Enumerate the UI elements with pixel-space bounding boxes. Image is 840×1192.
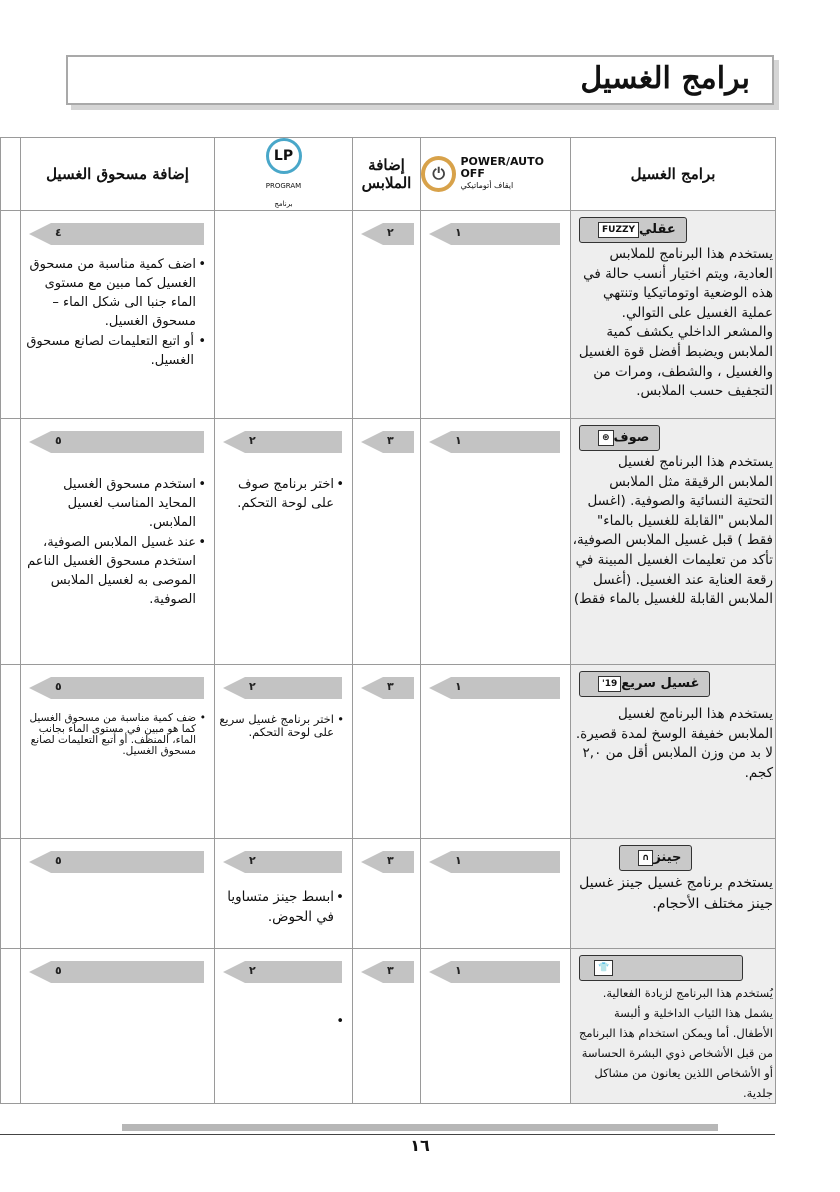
add-cell — [353, 419, 421, 665]
step-arrow: ٢ — [383, 223, 414, 245]
program-step-cell — [215, 949, 353, 1104]
program-badge: عقليFUZZY — [579, 217, 687, 243]
program-description: يستخدم برنامج غسيل جينز غسيل جينز مختلف الأحجام. — [579, 875, 773, 912]
header-power: ⏻ POWER/AUTO OFF ايقاف أتوماتيكي — [421, 138, 571, 211]
header-detergent: إضافة مسحوق الغسيل — [21, 138, 215, 211]
step-arrow: ٢ — [245, 431, 342, 453]
program-cell — [571, 211, 776, 419]
program-description: يُستخدم هذا البرنامج لزيادة الفعالية. يشمل هذا الثياب الداخلية و ألبسة الأطفال. أما ويمكن استخدام هذا البرنامج من قبل الأشخاص ذوي البشرة الحساسة أو الأشخاص اللذين يعانون من مشاكل جلدية. — [578, 986, 773, 1100]
step-arrow: ٥ — [51, 851, 204, 873]
list-item: • اختر برنامج صوف على لوحة التحكم. — [219, 475, 344, 513]
program-cell — [571, 839, 776, 949]
list-item: • اختر برنامج غسيل سريع على لوحة التحكم. — [219, 713, 344, 739]
shirt-icon: 👕 — [594, 960, 613, 976]
title-box — [66, 55, 774, 105]
header-program: LP PROGRAM برنامج — [215, 138, 353, 211]
table-row — [1, 949, 776, 1104]
power-cell — [421, 839, 571, 949]
spacer-cell — [1, 211, 21, 419]
table-row — [1, 665, 776, 839]
step-arrow: ٣ — [383, 677, 414, 699]
program-cell — [571, 665, 776, 839]
step-arrow: ٤ — [51, 223, 204, 245]
step-arrow: ٥ — [51, 431, 204, 453]
program-icon: LP — [266, 138, 302, 174]
footer-bar — [122, 1124, 718, 1131]
step-arrow: ٢ — [245, 677, 342, 699]
program-cell — [571, 949, 776, 1104]
step-arrow: ٣ — [383, 961, 414, 983]
step-arrow: ١ — [451, 431, 560, 453]
power-cell — [421, 665, 571, 839]
detergent-cell — [21, 839, 215, 949]
step-arrow: ١ — [451, 223, 560, 245]
power-cell — [421, 949, 571, 1104]
step-arrow: ٥ — [51, 961, 204, 983]
quick-wash-icon: 19' — [598, 676, 621, 692]
header-programs: برامج الغسيل — [571, 138, 776, 211]
step-arrow: ٢ — [245, 851, 342, 873]
page-title: برامج الغسيل — [580, 61, 750, 96]
list-item: • أو اتبع التعليمات لصانع مسحوق الغسيل. — [25, 332, 206, 370]
program-step-cell — [215, 419, 353, 665]
step-arrow: ١ — [451, 851, 560, 873]
add-cell — [353, 949, 421, 1104]
jeans-icon: ∩ — [638, 850, 653, 866]
add-cell — [353, 665, 421, 839]
header-add-clothes: إضافة الملابس — [353, 138, 421, 211]
power-cell — [421, 419, 571, 665]
list-item: • ضف كمية مناسبة من مسحوق الغسيل كما هو مبين في مستوى الماء بجانب الماء، المنظف. أو أتبع التعليمات لصانع مسحوق الغسيل. — [25, 713, 206, 757]
program-badge: جينز∩ — [619, 845, 692, 871]
list-item: • عند غسيل الملابس الصوفية، استخدم مسحوق الغسيل الناعم الموصى به لغسيل الملابس الصوفية. — [25, 533, 206, 609]
program-badge: صوف⊛ — [579, 425, 660, 451]
wool-icon: ⊛ — [598, 430, 614, 446]
program-description: يستخدم هذا البرنامج لغسيل الملابس الرقيقة مثل الملابس التحتية النسائية والصوفية. (اغسل الملابس "القابلة للغسيل بالماء" فقط ) قبل غسيل الملابس الصوفية، تأكد من تعليمات الغسيل المبينة في رقعة العناية عند الغسيل. (أغسل الملابس القابلة للغسيل بالماء فقط) — [572, 454, 773, 608]
step-arrow: ١ — [451, 677, 560, 699]
programs-table — [0, 137, 776, 1104]
table-row — [1, 211, 776, 419]
table-row — [1, 419, 776, 665]
list-item: • اضف كمية مناسبة من مسحوق الغسيل كما مبين مع مستوى الماء جنبا الى شكل الماء – مسحوق الغسيل. — [25, 255, 206, 331]
program-step-cell — [215, 665, 353, 839]
page-number: ١٦ — [410, 1136, 430, 1155]
add-cell — [353, 839, 421, 949]
power-cell — [421, 211, 571, 419]
header-spacer — [1, 138, 21, 211]
spacer-cell — [1, 419, 21, 665]
program-description: يستخدم هذا البرنامج للملابس العادية، ويتم اختيار أنسب حالة في هذه الوضعية اوتوماتيكيا وتنتهي عملية الغسيل على التوالي. والمشعر الداخلي يكشف كمية الملابس ويضبط أفضل قوة الغسيل والغسيل ، والشطف، ومرات من التجفيف حسب الملابس. — [578, 246, 773, 400]
program-step-cell — [215, 839, 353, 949]
program-step-cell — [215, 211, 353, 419]
detergent-cell — [21, 211, 215, 419]
spacer-cell — [1, 665, 21, 839]
program-cell — [571, 419, 776, 665]
list-item: • ابسط جينز متساويا في الحوض. — [219, 887, 344, 927]
step-arrow: ٣ — [383, 431, 414, 453]
step-arrow: ٢ — [245, 961, 342, 983]
program-badge: غسيل سريع19' — [579, 671, 710, 697]
detergent-cell — [21, 419, 215, 665]
spacer-cell — [1, 949, 21, 1104]
add-cell — [353, 211, 421, 419]
table-row — [1, 839, 776, 949]
step-arrow: ٥ — [51, 677, 204, 699]
list-item: • استخدم مسحوق الغسيل المحايد المناسب لغسيل الملابس. — [25, 475, 206, 532]
detergent-cell — [21, 665, 215, 839]
step-arrow: ٣ — [383, 851, 414, 873]
header-row — [1, 138, 776, 211]
spacer-cell — [1, 839, 21, 949]
program-badge — [579, 955, 743, 981]
program-description: يستخدم هذا البرنامج لغسيل الملابس خفيفة الوسخ لمدة قصيرة. لا بد من وزن الملابس أقل من ٢,٠ كجم. — [575, 706, 773, 781]
power-icon: ⏻ — [421, 156, 456, 192]
detergent-cell — [21, 949, 215, 1104]
bottom-rule — [0, 1134, 775, 1135]
fuzzy-icon: FUZZY — [598, 222, 639, 238]
step-arrow: ١ — [451, 961, 560, 983]
